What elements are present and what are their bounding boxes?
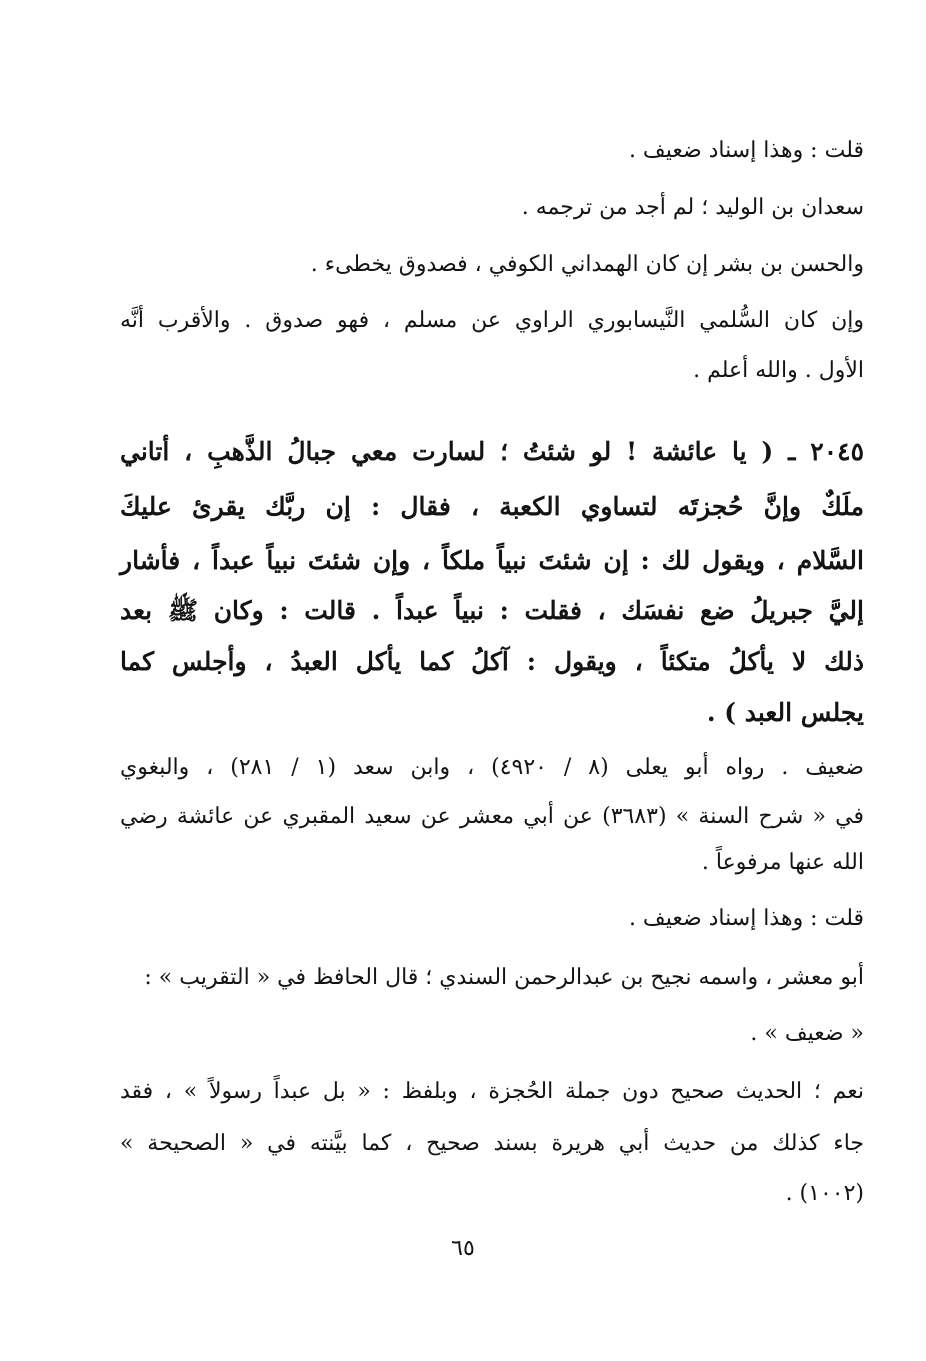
hadith-line: السَّلام ، ويقول لك : إن شئتَ نبياً ملكاً ، وإن شئتَ نبياً عبداً ، فأشار bbox=[120, 546, 864, 575]
page-number: ٦٥ bbox=[451, 1236, 475, 1261]
commentary-line: قلت : وهذا إسناد ضعيف . bbox=[628, 138, 864, 163]
commentary-line: قلت : وهذا إسناد ضعيف . bbox=[628, 906, 864, 931]
takhrij-line: ضعيف . رواه أبو يعلى (٨ / ٤٩٢٠) ، وابن سعد (١ / ٢٨١) ، والبغوي bbox=[120, 755, 864, 780]
commentary-line: سعدان بن الوليد ؛ لم أجد من ترجمه . bbox=[521, 195, 864, 220]
hadith-line: ٢٠٤٥ ـ ( يا عائشة ! لو شئتُ ؛ لسارت معي جبالُ الذَّهبِ ، أتاني bbox=[120, 437, 864, 466]
commentary-line: أبو معشر ، واسمه نجيح بن عبدالرحمن السندي ؛ قال الحافظ في « التقريب » : bbox=[144, 965, 864, 990]
commentary-line: وإن كان السُّلمي النَّيسابوري الراوي عن مسلم ، فهو صدوق . والأقرب أنَّه bbox=[120, 308, 864, 333]
conclusion-line: نعم ؛ الحديث صحيح دون جملة الحُجزة ، وبلفظ : « بل عبداً رسولاً » ، فقد bbox=[120, 1079, 864, 1104]
takhrij-line: في « شرح السنة » (٣٦٨٣) عن أبي معشر عن سعيد المقبري عن عائشة رضي bbox=[120, 804, 864, 829]
conclusion-line: (١٠٠٢) . bbox=[785, 1181, 864, 1206]
hadith-line: ملَكٌ وإنَّ حُجزتَه لتساوي الكعبة ، فقال : إن ربَّك يقرئ عليكَ bbox=[120, 492, 864, 521]
conclusion-line: جاء كذلك من حديث أبي هريرة بسند صحيح ، كما بيَّنته في « الصحيحة » bbox=[120, 1131, 864, 1156]
hadith-line: ذلك لا يأكلُ متكئاً ، ويقول : آكلُ كما يأكل العبدُ ، وأجلس كما bbox=[120, 647, 864, 676]
commentary-line: « ضعيف » . bbox=[750, 1021, 864, 1046]
commentary-line: والحسن بن بشر إن كان الهمداني الكوفي ، فصدوق يخطىء . bbox=[310, 252, 864, 277]
hadith-line: يجلس العبد ) . bbox=[706, 698, 864, 727]
commentary-line: الأول . والله أعلم . bbox=[693, 358, 864, 383]
hadith-line: إليَّ جبريلُ ضع نفسَك ، فقلت : نبياً عبداً . قالت : وكان ﷺ بعد bbox=[120, 596, 864, 625]
takhrij-line: الله عنها مرفوعاً . bbox=[701, 850, 864, 875]
